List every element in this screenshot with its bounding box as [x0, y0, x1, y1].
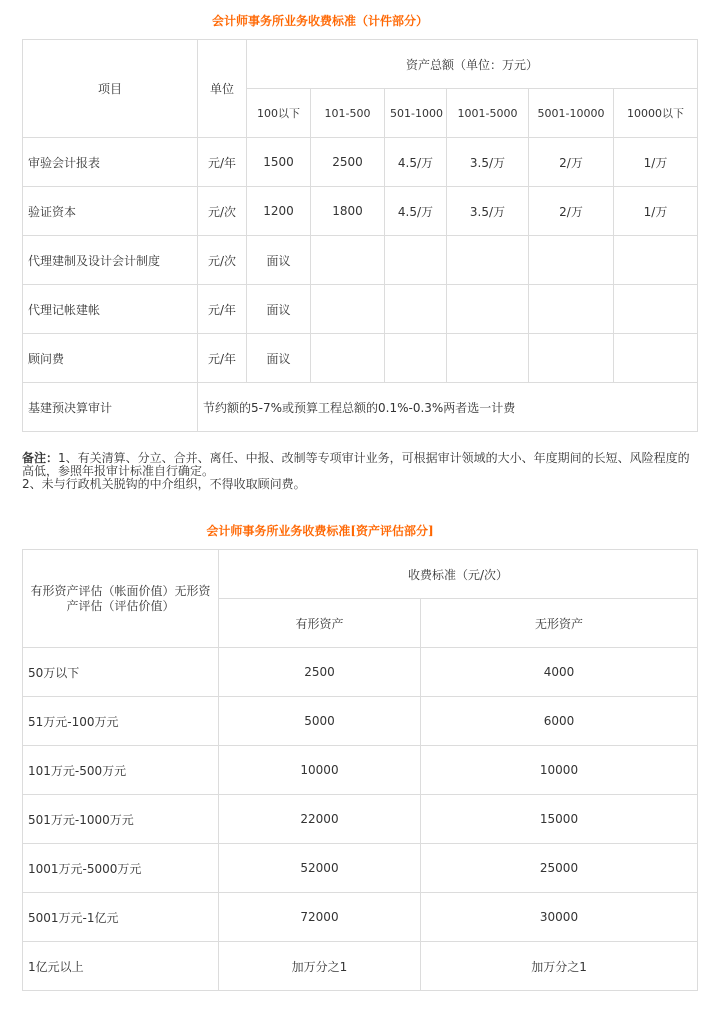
remarks-label: 备注：: [22, 451, 59, 465]
row-range: 1亿元以上: [23, 942, 219, 991]
cell-value: [614, 334, 698, 383]
cell-intangible: 25000: [421, 844, 698, 893]
cell-value: [529, 334, 614, 383]
cell-tangible: 52000: [219, 844, 421, 893]
row-name: 代理记帐建帐: [23, 285, 198, 334]
row-name: 顾问费: [23, 334, 198, 383]
table-row: [23, 383, 698, 432]
cell-intangible: 6000: [421, 697, 698, 746]
cell-value: 2/万: [529, 187, 614, 236]
row-unit: 元/年: [198, 285, 247, 334]
row-name: 验证资本: [23, 187, 198, 236]
cell-value: 2/万: [529, 138, 614, 187]
header-item: 项目: [23, 40, 198, 138]
cell-value: 3.5/万: [447, 138, 529, 187]
section1-title: 会计师事务所业务收费标准（计件部分）: [211, 14, 428, 28]
cell-value: 面议: [247, 285, 311, 334]
table-row: [23, 893, 698, 942]
section2-title: 会计师事务所业务收费标准[资产评估部分]: [206, 524, 434, 538]
row-range: 51万元-100万元: [23, 697, 219, 746]
cell-value: 1200: [247, 187, 311, 236]
row-merged-text: 节约额的5-7%或预算工程总额的0.1%-0.3%两者选一计费: [198, 383, 698, 432]
header-fee-standard: 收费标准（元/次）: [219, 550, 698, 599]
cell-value: 面议: [247, 236, 311, 285]
cell-value: [447, 236, 529, 285]
table-row: [23, 942, 698, 991]
table-row: [23, 648, 698, 697]
range-header: 10000以下: [614, 89, 698, 138]
cell-value: 2500: [311, 138, 385, 187]
cell-value: [447, 285, 529, 334]
cell-value: [529, 285, 614, 334]
row-range: 50万以下: [23, 648, 219, 697]
row-name: 基建预决算审计: [23, 383, 198, 432]
cell-intangible: 4000: [421, 648, 698, 697]
remarks-line-1: 1、有关清算、分立、合并、离任、中报、改制等专项审计业务，可根据审计领域的大小、年度期间的长短、风险程度的高低，参照年报审计标准自行确定。: [22, 451, 690, 478]
cell-intangible: 加万分之1: [421, 942, 698, 991]
table-row: [23, 334, 698, 383]
row-range: 101万元-500万元: [23, 746, 219, 795]
cell-tangible: 2500: [219, 648, 421, 697]
cell-value: 4.5/万: [385, 187, 447, 236]
cell-intangible: 15000: [421, 795, 698, 844]
cell-value: 面议: [247, 334, 311, 383]
row-unit: 元/年: [198, 334, 247, 383]
table-row: [23, 138, 698, 187]
range-header: 5001-10000: [529, 89, 614, 138]
cell-tangible: 72000: [219, 893, 421, 942]
table-row: [23, 187, 698, 236]
row-range: 1001万元-5000万元: [23, 844, 219, 893]
cell-value: 4.5/万: [385, 138, 447, 187]
cell-value: [311, 285, 385, 334]
row-name: 审验会计报表: [23, 138, 198, 187]
fee-table-asset-valuation: [22, 549, 698, 991]
cell-value: [385, 334, 447, 383]
cell-value: [447, 334, 529, 383]
cell-tangible: 加万分之1: [219, 942, 421, 991]
table-row: [23, 236, 698, 285]
row-name: 代理建制及设计会计制度: [23, 236, 198, 285]
cell-value: 1500: [247, 138, 311, 187]
cell-value: [385, 285, 447, 334]
row-range: 5001万元-1亿元: [23, 893, 219, 942]
cell-value: 1800: [311, 187, 385, 236]
header-asset-total: 资产总额（单位：万元）: [247, 40, 698, 89]
cell-value: [614, 285, 698, 334]
cell-value: [529, 236, 614, 285]
remarks: [22, 452, 698, 491]
range-header: 1001-5000: [447, 89, 529, 138]
cell-intangible: 30000: [421, 893, 698, 942]
cell-value: 1/万: [614, 138, 698, 187]
header-intangible: 无形资产: [421, 599, 698, 648]
range-header: 100以下: [247, 89, 311, 138]
row-unit: 元/次: [198, 236, 247, 285]
fee-table-piecework: [22, 39, 698, 432]
cell-value: [385, 236, 447, 285]
range-header: 501-1000: [385, 89, 447, 138]
table-row: [23, 844, 698, 893]
row-range: 501万元-1000万元: [23, 795, 219, 844]
cell-tangible: 22000: [219, 795, 421, 844]
table-row: [23, 697, 698, 746]
table-row: [23, 285, 698, 334]
cell-value: 1/万: [614, 187, 698, 236]
range-header: 101-500: [311, 89, 385, 138]
remarks-line-2: 2、未与行政机关脱钩的中介组织，不得收取顾问费。: [22, 477, 306, 491]
cell-tangible: 5000: [219, 697, 421, 746]
cell-tangible: 10000: [219, 746, 421, 795]
cell-intangible: 10000: [421, 746, 698, 795]
cell-value: [311, 236, 385, 285]
row-unit: 元/年: [198, 138, 247, 187]
cell-value: [311, 334, 385, 383]
header-valuation-type: 有形资产评估（帐面价值）无形资产评估（评估价值）: [23, 550, 219, 648]
header-tangible: 有形资产: [219, 599, 421, 648]
table-row: [23, 795, 698, 844]
cell-value: [614, 236, 698, 285]
table-row: [23, 746, 698, 795]
row-unit: 元/次: [198, 187, 247, 236]
cell-value: 3.5/万: [447, 187, 529, 236]
header-unit: 单位: [198, 40, 247, 138]
